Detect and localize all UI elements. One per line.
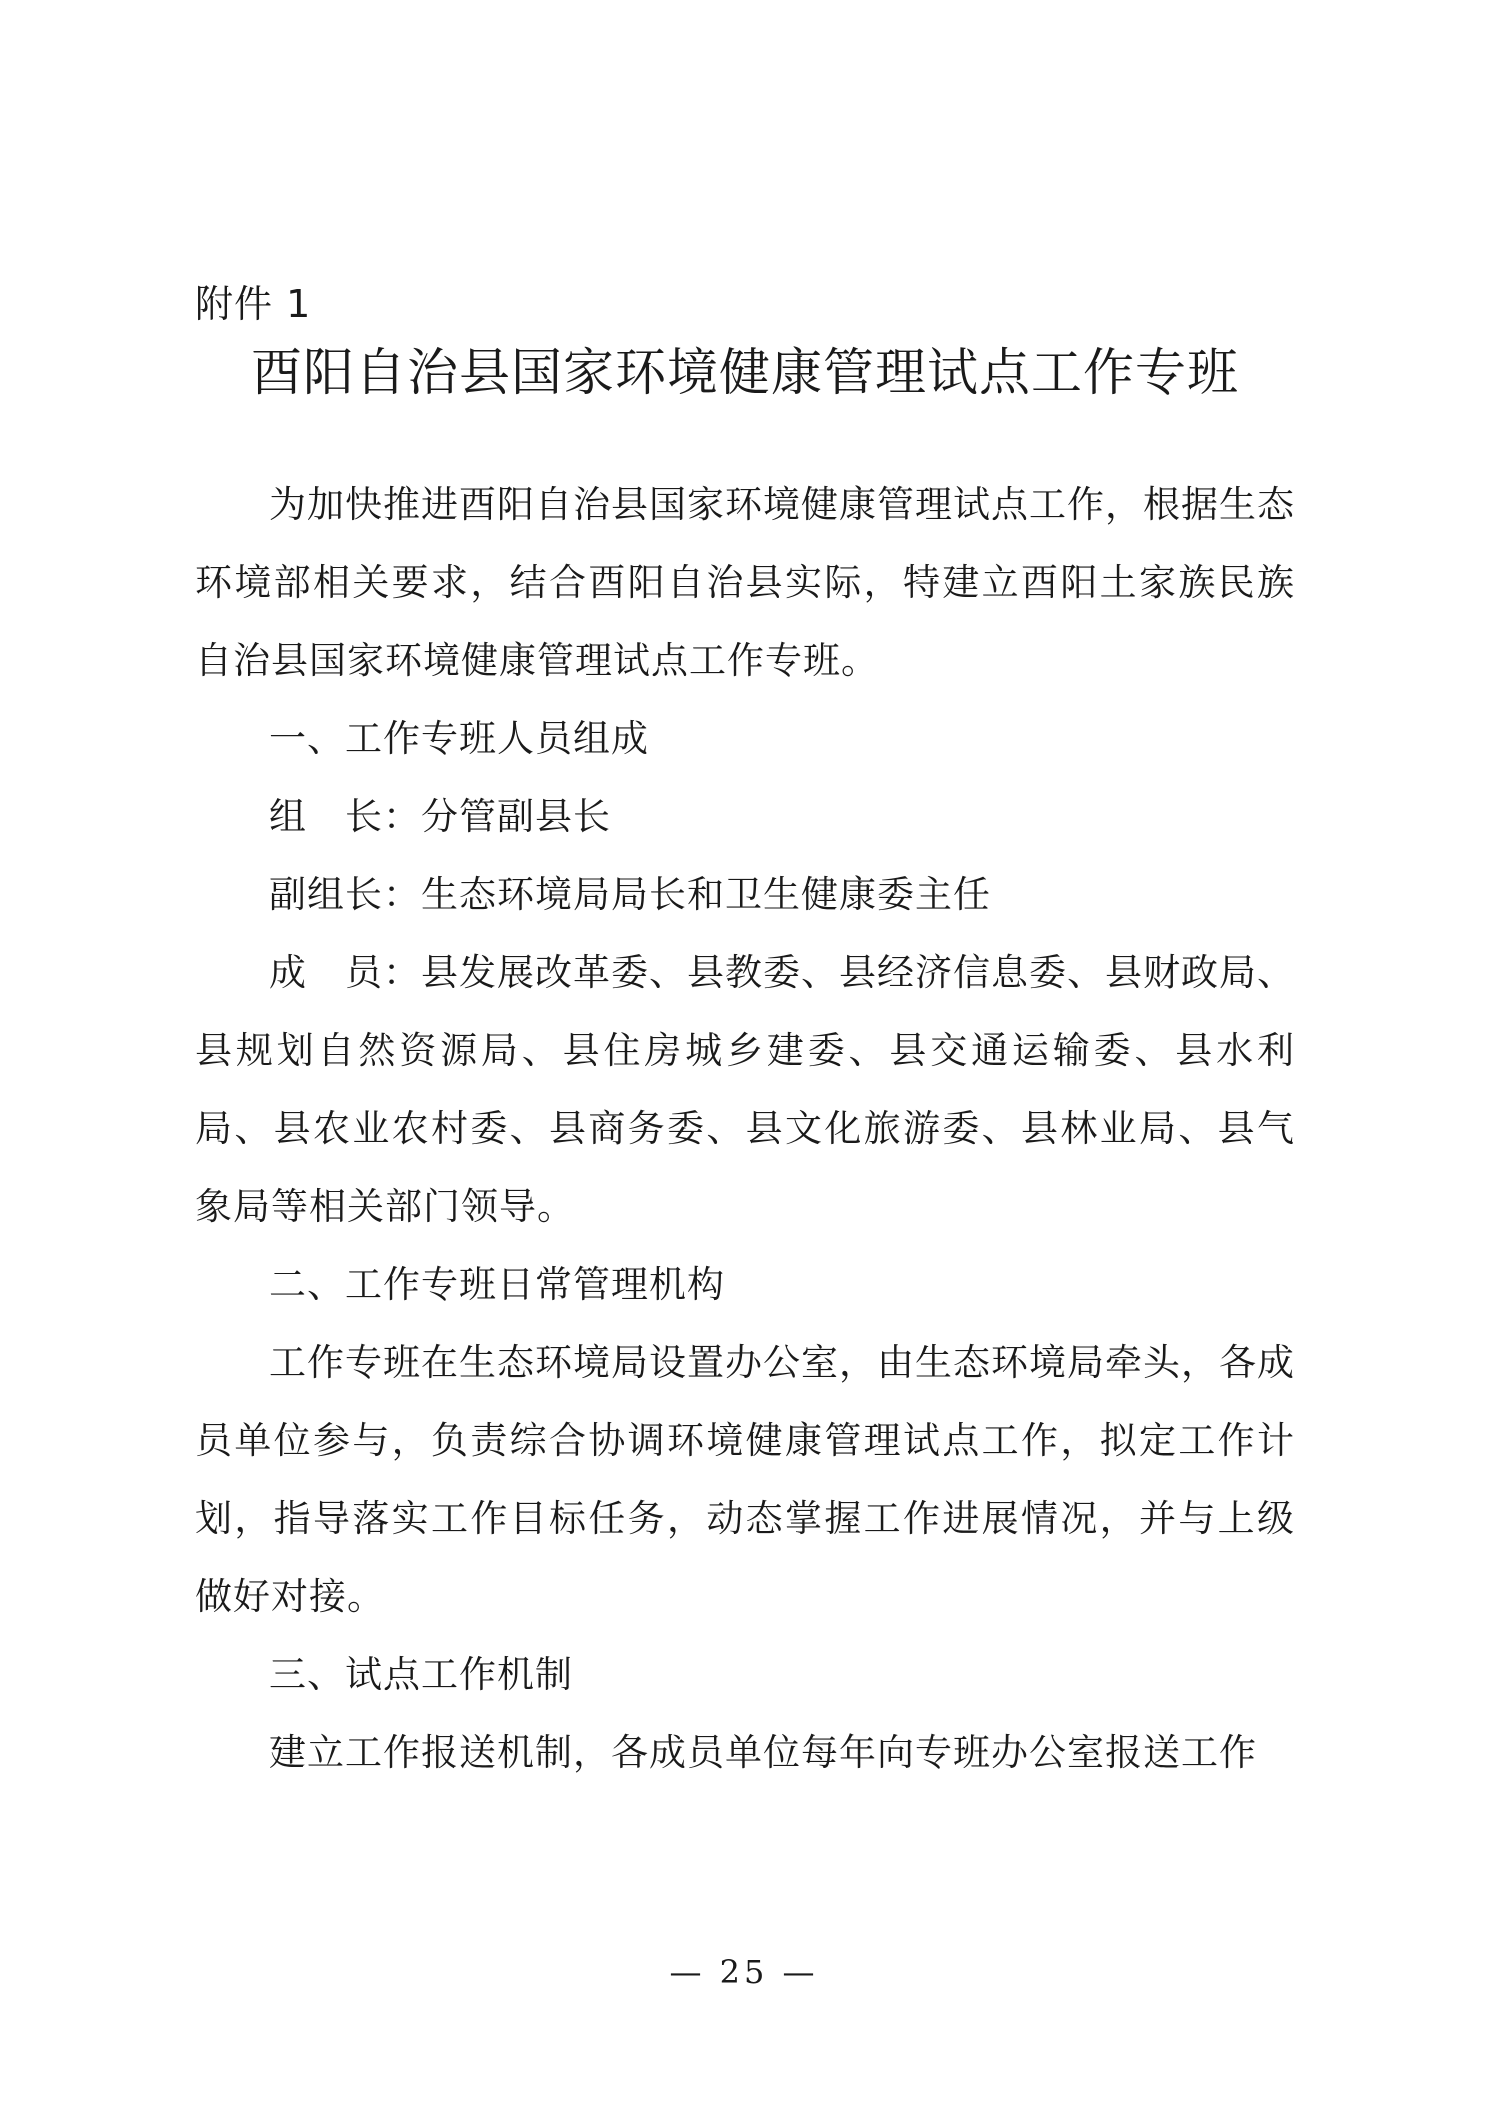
document-title: 酉阳自治县国家环境健康管理试点工作专班 — [250, 344, 1239, 403]
intro-paragraph: 为加快推进酉阳自治县国家环境健康管理试点工作，根据生态环境部相关要求，结合酉阳自治县实际，特建立酉阳土家族民族自治县国家环境健康管理试点工作专班。 — [195, 483, 1295, 682]
leader-line: 组 长：分管副县长 — [269, 795, 611, 838]
section-heading-3: 三、试点工作机制 — [269, 1653, 573, 1696]
attachment-label: 附件 1 — [195, 282, 312, 326]
document-body — [195, 466, 1295, 1792]
mechanism-paragraph: 建立工作报送机制，各成员单位每年向专班办公室报送工作 — [269, 1731, 1257, 1774]
section-heading-1: 一、工作专班人员组成 — [269, 717, 649, 760]
page-number: — 25 — — [669, 1953, 819, 1991]
members-paragraph: 成 员：县发展改革委、县教委、县经济信息委、县财政局、县规划自然资源局、县住房城乡建委、县交通运输委、县水利局、县农业农村委、县商务委、县文化旅游委、县林业局、县气象局等相关部门领导。 — [195, 951, 1295, 1228]
section-heading-2: 二、工作专班日常管理机构 — [269, 1263, 725, 1306]
deputy-leader-line: 副组长：生态环境局局长和卫生健康委主任 — [269, 873, 991, 916]
office-paragraph: 工作专班在生态环境局设置办公室，由生态环境局牵头，各成员单位参与，负责综合协调环境健康管理试点工作，拟定工作计划，指导落实工作目标任务，动态掌握工作进展情况，并与上级做好对接。 — [195, 1341, 1295, 1618]
